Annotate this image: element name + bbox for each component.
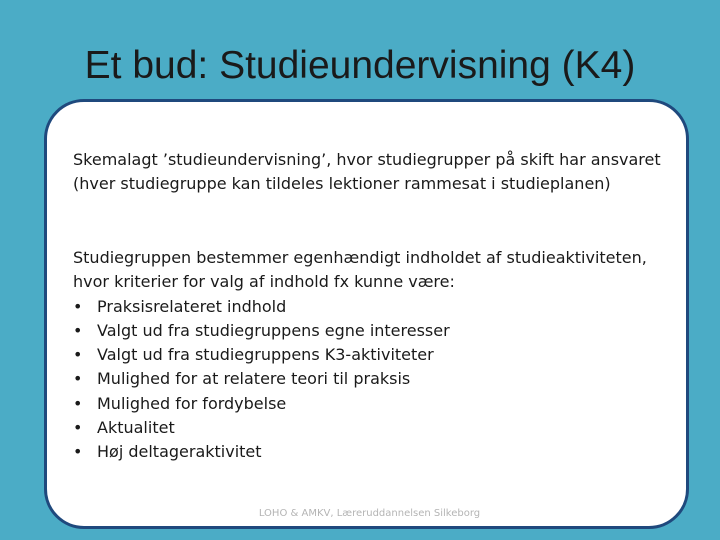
bullet-icon: • [73,369,83,389]
list-item-text: Mulighed for at relatere teori til praksis [97,369,411,389]
bullet-icon: • [73,418,83,438]
list-item [73,343,673,367]
list-item [73,367,673,391]
bullet-icon: • [73,345,83,365]
criteria-line-1: Studiegruppen bestemmer egenhændigt indholdet af studieaktiviteten, [73,248,647,267]
content-box [44,99,689,529]
list-item-text: Praksisrelateret indhold [97,296,287,316]
intro-paragraph: Skemalagt ’studieundervisning’, hvor studiegrupper på skift har ansvaret (hver studiegruppe kan tildeles lektioner rammesat i studieplanen) [73,150,661,194]
list-item-text: Aktualitet [97,418,175,438]
list-item [73,392,673,416]
list-item [73,319,673,343]
list-item-text: Høj deltageraktivitet [97,442,262,462]
list-item-text: Mulighed for fordybelse [97,393,287,413]
bullet-icon: • [73,296,83,316]
criteria-line-2: hvor kriterier for valg af indhold fx kunne være: [73,272,455,292]
slide-footer: LOHO & AMKV, Læreruddannelsen Silkeborg [258,508,481,519]
list-item [73,416,673,440]
slide-title: Et bud: Studieundervisning (K4) [84,44,636,87]
list-item-text: Valgt ud fra studiegruppens K3-aktiviteter [97,345,434,365]
bullet-icon: • [73,320,83,340]
criteria-paragraph [73,246,673,465]
bullet-icon: • [73,393,83,413]
list-item [73,440,673,464]
criteria-list [73,295,673,465]
list-item [73,295,673,319]
list-item-text: Valgt ud fra studiegruppens egne interesser [97,320,450,340]
bullet-icon: • [73,442,83,462]
